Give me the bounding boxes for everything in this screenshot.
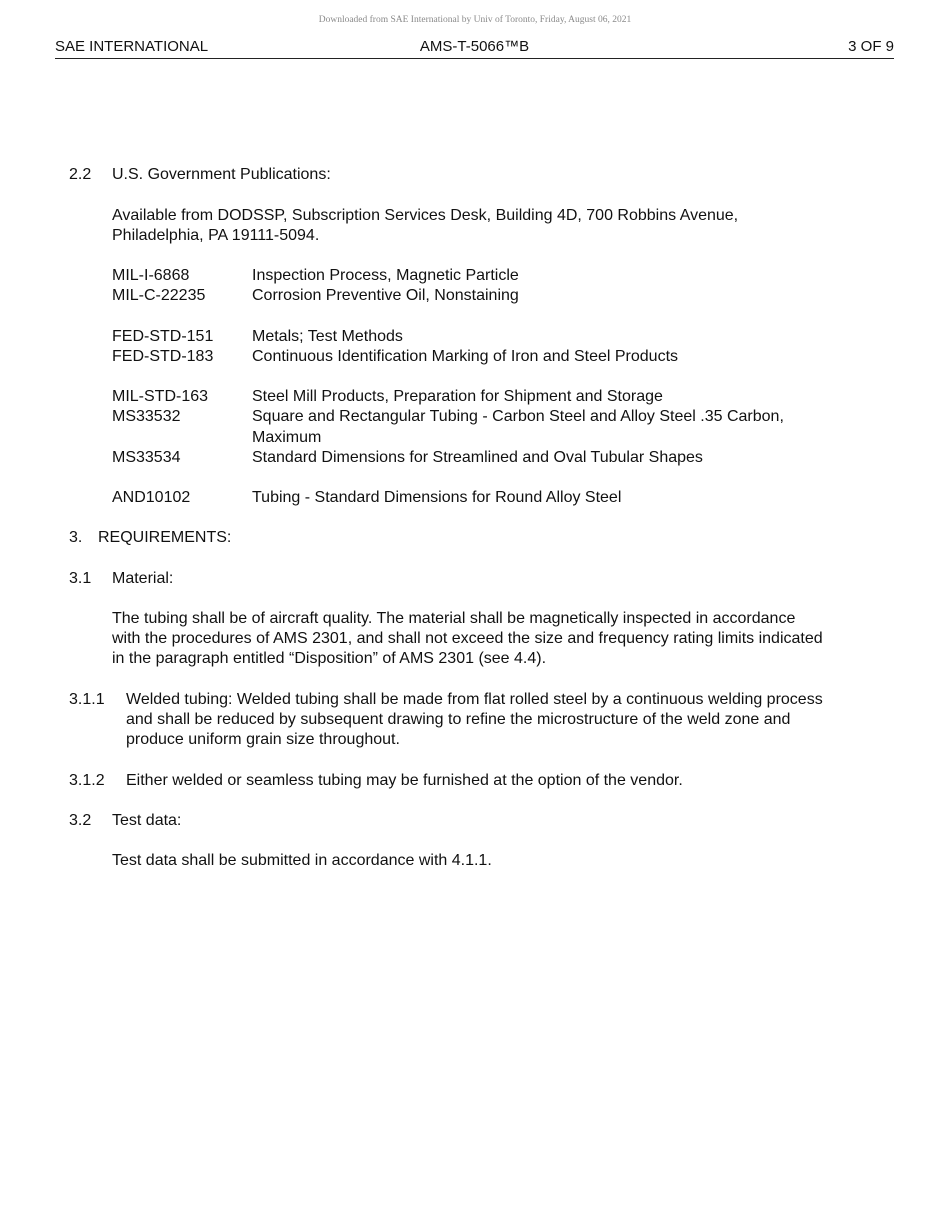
download-watermark: Downloaded from SAE International by Univ of Toronto, Friday, August 06, 2021: [318, 15, 632, 25]
seamless-option-text: Either welded or seamless tubing may be furnished at the option of the vendor.: [126, 772, 683, 789]
reference-title: Tubing - Standard Dimensions for Round Alloy Steel: [252, 489, 622, 506]
availability-line-1: Available from DODSSP, Subscription Services Desk, Building 4D, 700 Robbins Avenue,: [112, 207, 739, 224]
section-title: Test data:: [112, 812, 182, 829]
section-title: U.S. Government Publications:: [112, 166, 331, 183]
welded-tubing-line-2: and shall be reduced by subsequent drawing to refine the microstructure of the weld zone and: [126, 711, 791, 728]
reference-code: AND10102: [112, 489, 191, 506]
header-page-number: 3 OF 9: [848, 38, 894, 55]
reference-code: MIL-C-22235: [112, 287, 206, 304]
reference-title-continuation: Maximum: [252, 429, 322, 446]
test-data-paragraph: Test data shall be submitted in accordance with 4.1.1.: [112, 852, 492, 869]
section-number: 3.: [69, 529, 83, 546]
reference-code: MIL-STD-163: [112, 388, 209, 405]
reference-title: Continuous Identification Marking of Iron and Steel Products: [252, 348, 679, 365]
section-title: Material:: [112, 570, 174, 587]
reference-title: Inspection Process, Magnetic Particle: [252, 267, 519, 284]
welded-tubing-line-1: Welded tubing: Welded tubing shall be made from flat rolled steel by a continuous welding process: [126, 691, 823, 708]
material-paragraph-line-3: in the paragraph entitled “Disposition” of AMS 2301 (see 4.4).: [112, 650, 547, 667]
section-number: 3.1.2: [69, 772, 105, 789]
section-number: 2.2: [69, 166, 92, 183]
reference-code: MIL-I-6868: [112, 267, 190, 284]
reference-title: Corrosion Preventive Oil, Nonstaining: [252, 287, 519, 304]
reference-code: MS33534: [112, 449, 181, 466]
section-number: 3.1.1: [69, 691, 105, 708]
reference-title: Metals; Test Methods: [252, 328, 403, 345]
reference-code: MS33532: [112, 408, 181, 425]
header-doc-number: AMS-T-5066™B: [419, 38, 530, 55]
reference-title: Steel Mill Products, Preparation for Shipment and Storage: [252, 388, 663, 405]
section-title: REQUIREMENTS:: [98, 529, 232, 546]
page-header: [55, 38, 894, 59]
material-paragraph-line-1: The tubing shall be of aircraft quality. The material shall be magnetically inspected in accordance: [112, 610, 796, 627]
welded-tubing-line-3: produce uniform grain size throughout.: [126, 731, 400, 748]
availability-line-2: Philadelphia, PA 19111-5094.: [112, 227, 320, 244]
section-number: 3.2: [69, 812, 92, 829]
header-org: SAE INTERNATIONAL: [55, 38, 209, 55]
section-number: 3.1: [69, 570, 92, 587]
reference-code: FED-STD-151: [112, 328, 214, 345]
reference-title: Square and Rectangular Tubing - Carbon Steel and Alloy Steel .35 Carbon,: [252, 408, 784, 425]
reference-code: FED-STD-183: [112, 348, 214, 365]
material-paragraph-line-2: with the procedures of AMS 2301, and shall not exceed the size and frequency rating limits indicated: [112, 630, 823, 647]
reference-title: Standard Dimensions for Streamlined and Oval Tubular Shapes: [252, 449, 703, 466]
